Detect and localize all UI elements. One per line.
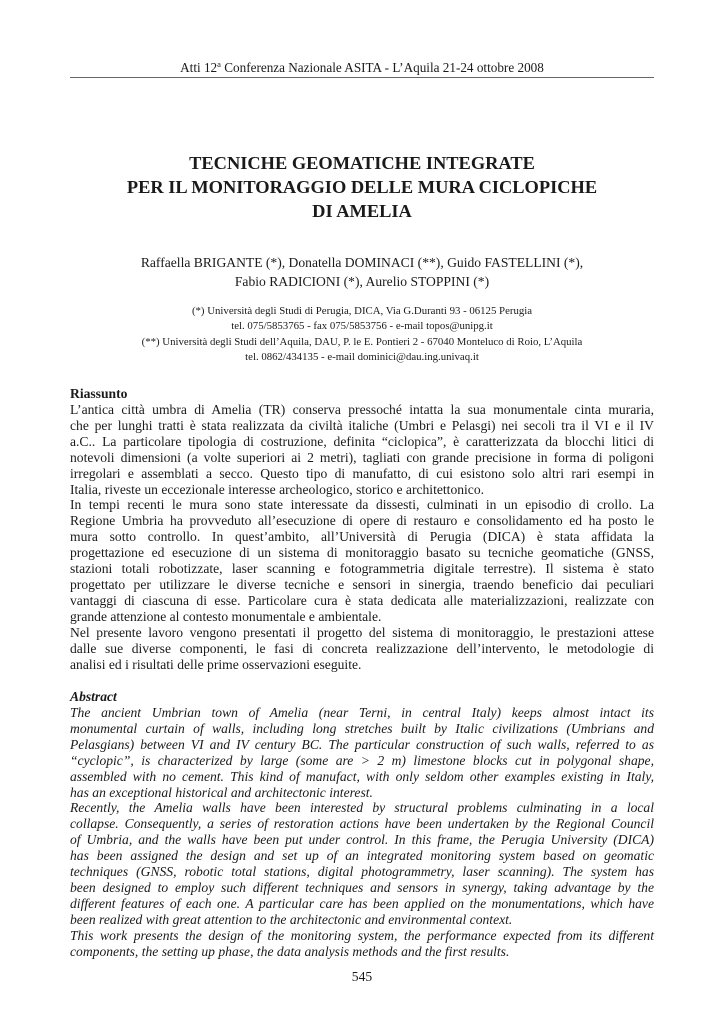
text-line: dalle sue diverse componenti, le fasi di concreta realizzazione dell’intervento, le metodologie di [70, 640, 654, 656]
text-line: Regione Umbria ha provveduto all’esecuzione di opere di restauro e consolidamento ed ha posto le [70, 513, 654, 529]
running-head-ordinal: a [217, 59, 221, 69]
text-line: components, the setting up phase, the data analysis methods and the first results. [70, 943, 510, 959]
paper-title [70, 151, 654, 223]
text-line: techniques (GNSS, robotic total stations, digital photogrammetry, laser scanning). The system has [70, 864, 654, 880]
affiliation-line: tel. 075/5853765 - fax 075/5853756 - e-mail topos@unipg.it [231, 320, 493, 333]
text-line: collapse. Consequently, a series of restoration actions have been undertaken by the Regional Council [70, 816, 654, 832]
text-line: a.C.. La particolare tipologia di costruzione, definita “ciclopica”, è caratterizzata da blocchi litici di [70, 433, 654, 449]
abstract-heading: Abstract [70, 689, 117, 704]
abstract-paragraph [70, 705, 654, 800]
text-line: of Umbria, and the walls have been put under control. In this frame, the Perugia University (DICA) [70, 832, 654, 848]
affiliation-line: tel. 0862/434135 - e-mail dominici@dau.ing.univaq.it [245, 350, 479, 363]
abstract-paragraph [70, 928, 654, 960]
abstract-section [70, 689, 654, 960]
title-line: DI AMELIA [312, 201, 412, 221]
text-line: Pelasgians) between VI and IV century BC. The particular construction of such walls, referred to as [70, 736, 654, 752]
text-line: L’antica città umbra di Amelia (TR) conserva pressoché intatta la sua monumentale cinta muraria, [70, 402, 654, 417]
text-line: has an exceptional historical and architectonic interest. [70, 784, 373, 800]
text-line: Nel presente lavoro vengono presentati il progetto del sistema di monitoraggio, le prestazioni attese [70, 624, 654, 640]
text-line: irregolari e assemblati a secco. Questo tipo di manufatto, di cui esistono solo altri rari esempi in [70, 465, 654, 481]
title-line: TECNICHE GEOMATICHE INTEGRATE [189, 153, 535, 173]
text-line: che per lunghi tratti è stata realizzata da civiltà italiche (Umbri e Pelasgi) nei secoli tra il VI e il IV [70, 417, 654, 433]
text-line: This work presents the design of the monitoring system, the performance expected from its different [70, 927, 654, 943]
riassunto-paragraph [70, 402, 654, 497]
riassunto-paragraph [70, 625, 654, 673]
text-line: been realized with great attention to the architectonic and environmental context. [70, 911, 513, 927]
abstract-paragraph [70, 800, 654, 927]
text-line: progettazione ed esecuzione di un sistema di monitoraggio basato su tecniche geomatiche (GNSS, [70, 545, 654, 561]
text-line: assembled with no cement. This kind of manufact, with only seldom other examples existing in Italy, [70, 768, 654, 784]
text-line: In tempi recenti le mura sono state interessate da dissesti, culminati in un episodio di crollo. La [70, 497, 654, 513]
author-line: Fabio RADICIONI (*), Aurelio STOPPINI (*) [234, 274, 490, 289]
text-line: monumental curtain of walls, including long stretches built by Italic civilizations (Umbrians and [70, 720, 654, 736]
text-line: Recently, the Amelia walls have been interested by structural problems culminating in a local [70, 800, 654, 816]
running-head-text: Atti 12 [180, 60, 218, 75]
affiliations [70, 304, 654, 365]
text-line: been designed to employ such different techniques and sensors in synergy, taking advantage by the [70, 879, 654, 895]
affiliation-line: (*) Università degli Studi di Perugia, DICA, Via G.Duranti 93 - 06125 Perugia [191, 305, 533, 317]
riassunto-section [70, 386, 654, 672]
text-line: grande attenzione al contesto monumentale e ambientale. [70, 608, 382, 624]
text-line: vantaggi di ciascuna di esse. Particolare cura è stata dedicata alle materializzazioni, realizzate con [70, 592, 654, 608]
text-line: notevoli dimensioni (a volte superiori ai 2 metri), tagliati con grande precisione in forma di poligoni [70, 449, 654, 465]
riassunto-paragraph [70, 497, 654, 624]
text-line: Italia, riveste un eccezionale interesse archeologico, storico e architettonico. [70, 481, 485, 497]
text-line: analisi ed i risultati delle prime osservazioni eseguite. [70, 656, 362, 672]
text-line: stazioni totali robotizzate, laser scanning e fotogrammetria digitale terrestre). Il sistema è stato [70, 561, 654, 577]
text-line: “cyclopic”, is characterized by large (some are > 2 m) limestone blocks cut in polygonal shape, [70, 752, 654, 768]
text-line: The ancient Umbrian town of Amelia (near Terni, in central Italy) keeps almost intact its [70, 705, 654, 720]
running-head-rest: Conferenza Nazionale ASITA - L’Aquila 21-24 ottobre 2008 [220, 60, 544, 75]
text-line: mura sotto controllo. In quest’ambito, all’Università di Perugia (DICA) è stata affidata la [70, 529, 654, 545]
text-line: progettato per utilizzare le diverse tecniche e sensori in sinergia, traendo beneficio dai peculiari [70, 576, 654, 592]
author-list [70, 253, 654, 291]
author-line: Raffaella BRIGANTE (*), Donatella DOMINACI (**), Guido FASTELLINI (*), [140, 255, 584, 270]
title-line: PER IL MONITORAGGIO DELLE MURA CICLOPICHE [126, 177, 598, 197]
page-number: 545 [351, 969, 373, 984]
running-head [70, 56, 654, 76]
text-line: different features of each one. A particular care has been applied on the monumentations, which have [70, 895, 654, 911]
riassunto-heading: Riassunto [70, 386, 128, 401]
affiliation-line: (**) Università degli Studi dell’Aquila, DAU, P. le E. Pontieri 2 - 67040 Monteluco di Roio, L’Aquila [141, 335, 583, 348]
text-line: has been assigned the design and set up of an integrated monitoring system based on geomatic [70, 848, 654, 864]
header-rule [70, 77, 654, 78]
